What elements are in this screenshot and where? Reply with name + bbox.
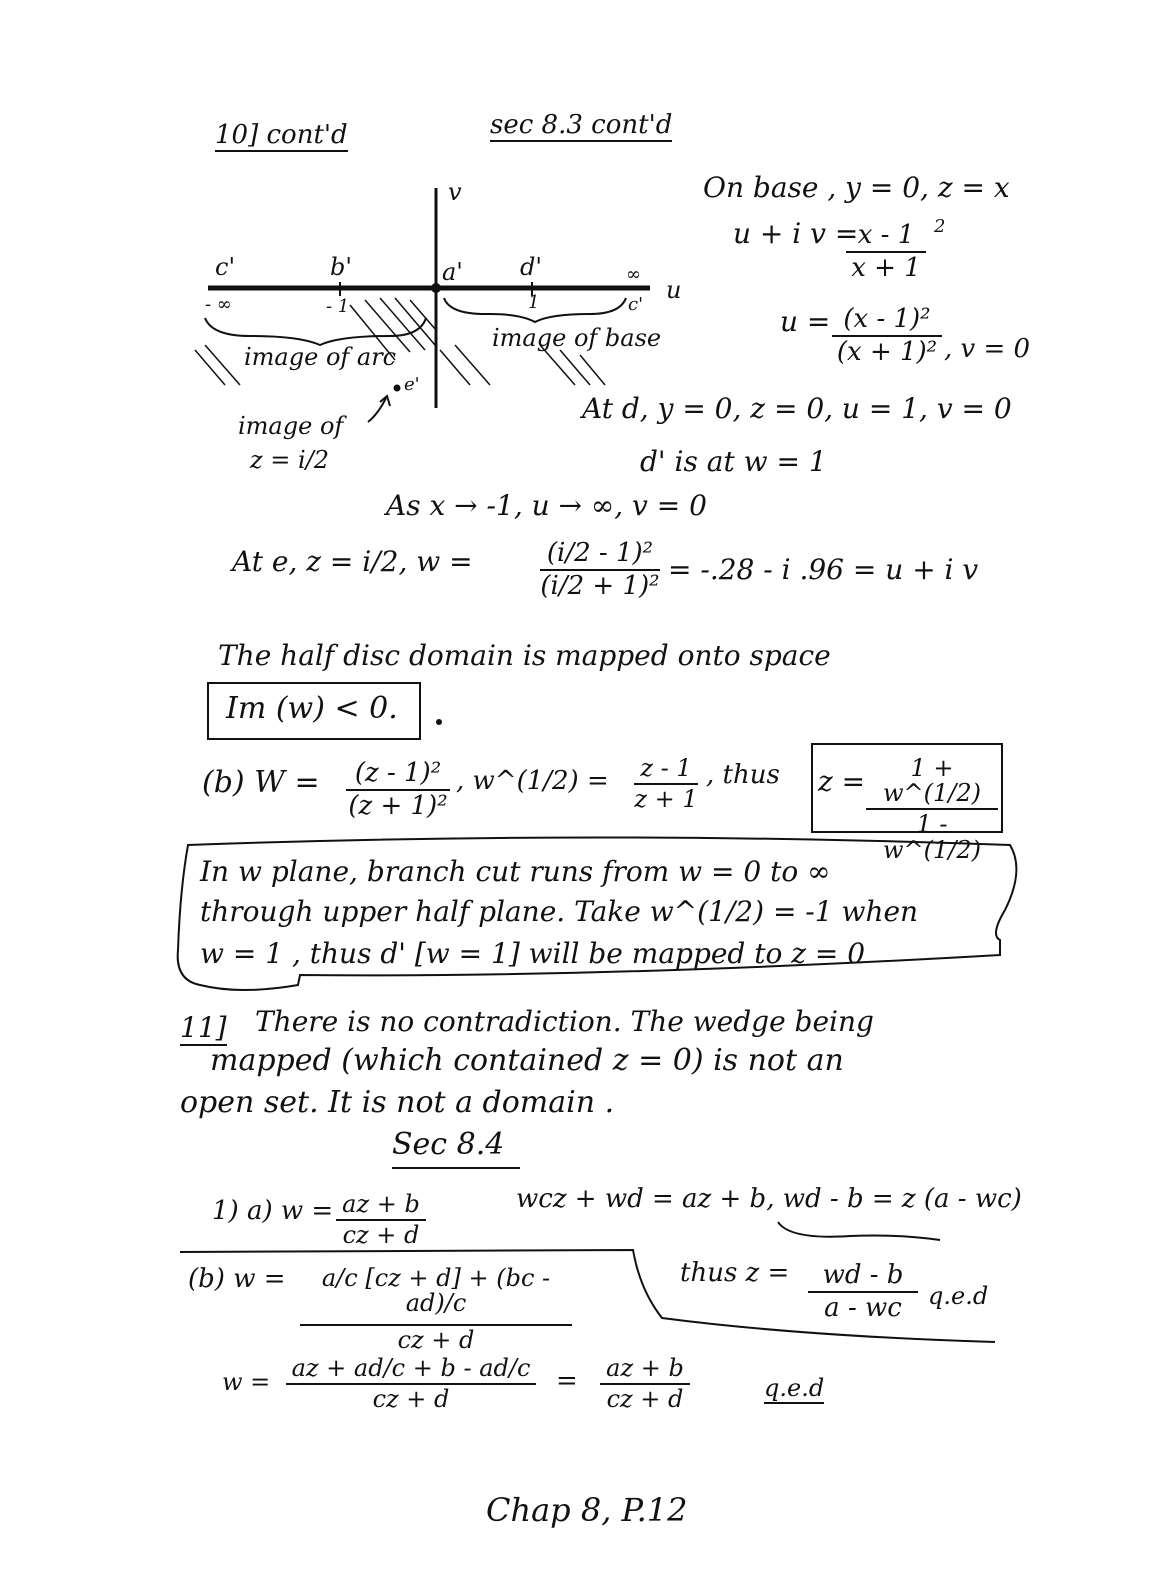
part-b-box-fraction: 1 + w^(1/2) 1 - w^(1/2) <box>866 756 998 863</box>
p1a-label: 1) a) w = <box>212 1196 334 1226</box>
p11-line-1: There is no contradiction. The wedge being <box>255 1005 874 1038</box>
label-image-of: image of <box>238 412 344 440</box>
part-b-fraction: (z - 1)² (z + 1)² <box>346 760 450 821</box>
label-image-of-base: image of base <box>492 324 662 352</box>
label-one: 1 <box>528 292 540 313</box>
at-e-fraction: (i/2 - 1)² (i/2 + 1)² <box>540 538 660 602</box>
p1a-rhs: wcz + wd = az + b, wd - b = z (a - wc) <box>516 1184 1022 1214</box>
at-e-lhs: At e, z = i/2, w = <box>232 545 473 578</box>
label-d-prime: d' <box>520 253 542 281</box>
p11-line-3: open set. It is not a domain . <box>180 1085 615 1120</box>
label-z-i-half: z = i/2 <box>250 446 330 474</box>
at-e-rhs: = -.28 - i .96 = u + i v <box>668 553 979 586</box>
half-disc-line: The half disc domain is mapped onto space <box>218 639 831 672</box>
at-d-line: At d, y = 0, z = 0, u = 1, v = 0 <box>582 392 1012 425</box>
p1b2-fraction-2: az + b cz + d <box>600 1356 690 1412</box>
problem-ref: 10] cont'd <box>215 120 348 150</box>
qed-2: q.e.d <box>764 1374 825 1402</box>
p11-line-2: mapped (which contained z = 0) is not an <box>210 1043 844 1078</box>
u-iv-lhs: u + i v = <box>733 217 859 250</box>
u-axis-label: u <box>666 276 682 304</box>
v-zero: , v = 0 <box>944 334 1031 364</box>
label-b-prime: b' <box>330 253 352 281</box>
section-ref: sec 8.3 cont'd <box>490 110 673 140</box>
u-iv-fraction: x - 1 x + 1 <box>846 222 926 283</box>
p1b-fraction: a/c [cz + d] + (bc - ad)/c cz + d <box>300 1266 572 1354</box>
p1a-fraction: az + b cz + d <box>336 1192 426 1248</box>
label-inf-right: ∞ <box>626 264 641 285</box>
thus-z-label: thus z = <box>680 1258 790 1288</box>
p11-label: 11] <box>180 1011 227 1044</box>
label-minus-inf: - ∞ <box>205 294 232 315</box>
part-b-label: (b) W = <box>202 765 320 800</box>
label-minus-one: - 1 <box>326 296 350 317</box>
p1b2-label: w = <box>222 1368 271 1396</box>
branch-line-2: through upper half plane. Take w^(1/2) = -1 when <box>200 895 919 928</box>
page-ref: Chap 8, P.12 <box>486 1491 688 1529</box>
u-lhs: u = <box>780 305 831 338</box>
label-image-of-arc: image of arc <box>244 343 397 371</box>
part-b-mid: , w^(1/2) = <box>456 766 609 796</box>
sec-84-title: Sec 8.4 <box>392 1127 505 1162</box>
d-at-line: d' is at w = 1 <box>640 445 827 478</box>
part-b-mid-fraction: z - 1 z + 1 <box>634 754 698 814</box>
label-a-prime: a' <box>442 258 463 286</box>
origin-point <box>431 283 441 293</box>
p1b2-equals: = <box>556 1366 578 1396</box>
qed-1: q.e.d <box>928 1282 989 1310</box>
e-prime-point <box>394 385 401 392</box>
u-fraction: (x - 1)² (x + 1)² <box>832 306 942 367</box>
p1b2-fraction: az + ad/c + b - ad/c cz + d <box>286 1356 536 1412</box>
part-b-box-lhs: z = <box>818 765 866 798</box>
label-e-prime: e' <box>404 374 420 395</box>
p1b-label: (b) w = <box>188 1264 286 1294</box>
on-base-line: On base , y = 0, z = x <box>703 171 1010 204</box>
boxed-result: Im (w) < 0. <box>226 691 398 726</box>
as-x-line: As x → -1, u → ∞, v = 0 <box>386 489 707 522</box>
v-axis-label: v <box>448 178 462 206</box>
thus-z-fraction: wd - b a - wc <box>808 1262 918 1323</box>
label-c-prime: c' <box>215 253 236 281</box>
label-c-prime-right: c' <box>628 294 644 315</box>
part-b-thus: , thus <box>706 760 780 790</box>
branch-line-1: In w plane, branch cut runs from w = 0 to ∞ <box>200 855 831 888</box>
branch-line-3: w = 1 , thus d' [w = 1] will be mapped to z = 0 <box>200 937 866 970</box>
arrow-shaft <box>368 398 386 422</box>
